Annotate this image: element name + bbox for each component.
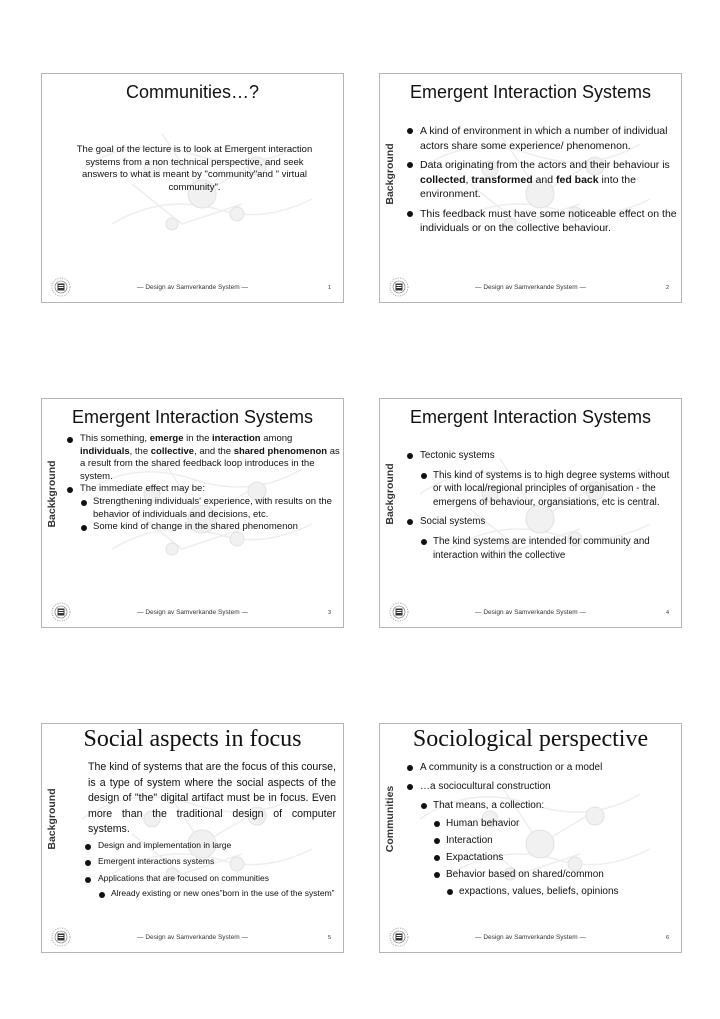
slide-1 [41,73,344,303]
slide-3 [41,398,344,628]
footer-text: — Design av Samverkande System — [475,609,586,616]
sub-sub-bullet: Expactations [433,851,678,865]
slide-body [88,760,336,900]
section-sidebar [42,439,62,549]
slide-title: Emergent Interaction Systems [409,407,652,427]
bullet: This something, emerge in the interaction among individuals, the collective, and the shared phenomenon as a result from the shared feedback loop introduces in the system. [66,433,341,483]
slide-5 [41,723,344,953]
slide-title: Emergent Interaction Systems [71,407,314,427]
slide-footer [380,922,681,952]
slide-title: Sociological perspective [412,726,649,752]
slide-title: Social aspects in focus [83,726,302,752]
section-label: Backkground [46,460,58,528]
section-sidebar [380,119,400,229]
slide-footer [380,597,681,627]
intro-text: The goal of the lecture is to look at Emergent interaction systems from a non technical perspective, and seek answers to what is meant by "community"and " virtual community". [76,144,313,193]
sub-bullet: That means, a collection: Human behavior Interaction Expactations Behavior based on shared/common expactions, values, beliefs, opinions [420,799,678,899]
intro-paragraph: The kind of systems that are the focus of this course, is a type of system where the social aspects of the design of "the" digital artifact must be in focus. Even more than the traditional design of computer systems. [88,761,336,835]
section-sidebar [42,764,62,874]
page-number: 4 [665,610,669,616]
sub-bullet: Strengthening individuals' experience, with results on the behavior of individuals and decisions, etc. [80,496,341,521]
bullet: Data originating from the actors and their behaviour is collected, transformed and fed back into the environment. [406,158,678,202]
footer-text: — Design av Samverkande System — [475,934,586,941]
section-label: Communities [384,785,396,853]
section-label: Background [46,788,58,850]
slide-body [406,449,678,562]
sub-bullet: Already existing or new ones”born in the use of the system” [98,888,336,900]
page-number: 2 [665,285,669,291]
slide-body [66,433,341,534]
bullet: The immediate effect may be: Strengthening individuals' experience, with results on the behavior of individuals and decisions, etc. Some kind of change in the shared phenomenon [66,483,341,533]
sub-bullet: The kind systems are intended for community and interaction within the collective [420,535,678,562]
bullet: A community is a construction or a model [406,761,678,775]
slide-title: Communities…? [125,82,260,102]
sub-sub-bullet: Human behavior [433,817,678,831]
bullet: Applications that are focused on communities Already existing or new ones”born in the use of the system” [84,873,336,900]
slide-body [406,761,678,899]
bullet: A kind of environment in which a number of individual actors share some experience/ phenomenon. [406,124,678,153]
sub-bullet: This kind of systems is to high degree systems without or with local/regional principles of organisation - the emergens of behaviour, organsiations, etc is central. [420,469,678,510]
footer-text: — Design av Samverkande System — [137,609,248,616]
section-sidebar [380,764,400,874]
page-number: 3 [327,610,331,616]
slide-2 [379,73,682,303]
slide-4 [379,398,682,628]
slide-body [72,144,317,194]
slide-6 [379,723,682,953]
footer-text: — Design av Samverkande System — [137,934,248,941]
slide-footer [380,272,681,302]
slide-body [406,124,678,236]
bullet: Design and implementation in large [84,840,336,852]
bullet: Tectonic systems This kind of systems is to high degree systems without or with local/regional principles of organisation - the emergens of behaviour, organsiations, etc is central. [406,449,678,509]
footer-text: — Design av Samverkande System — [137,284,248,291]
page-number: 6 [665,935,669,941]
slide-title: Emergent Interaction Systems [409,82,652,102]
page-number: 1 [327,285,331,291]
sub-bullet: Some kind of change in the shared phenomenon [80,521,341,534]
section-sidebar [380,439,400,549]
bullet: Social systems The kind systems are intended for community and interaction within the collective [406,515,678,562]
slide-footer [42,597,343,627]
sub-sub-bullet: Behavior based on shared/common expactions, values, beliefs, opinions [433,868,678,899]
section-label: Background [384,463,396,525]
sub-sub-sub-bullet: expactions, values, beliefs, opinions [446,885,678,899]
sub-sub-bullet: Interaction [433,834,678,848]
bullet: …a sociocultural construction That means, a collection: Human behavior Interaction Expactations Behavior based on shared/common expactions, values, beliefs, opinions [406,780,678,899]
slide-footer [42,922,343,952]
bullet: Emergent interactions systems [84,856,336,868]
bullet: This feedback must have some noticeable effect on the individuals or on the collective behaviour. [406,207,678,236]
section-label: Background [384,143,396,205]
footer-text: — Design av Samverkande System — [475,284,586,291]
page-number: 5 [327,935,331,941]
slide-footer [42,272,343,302]
